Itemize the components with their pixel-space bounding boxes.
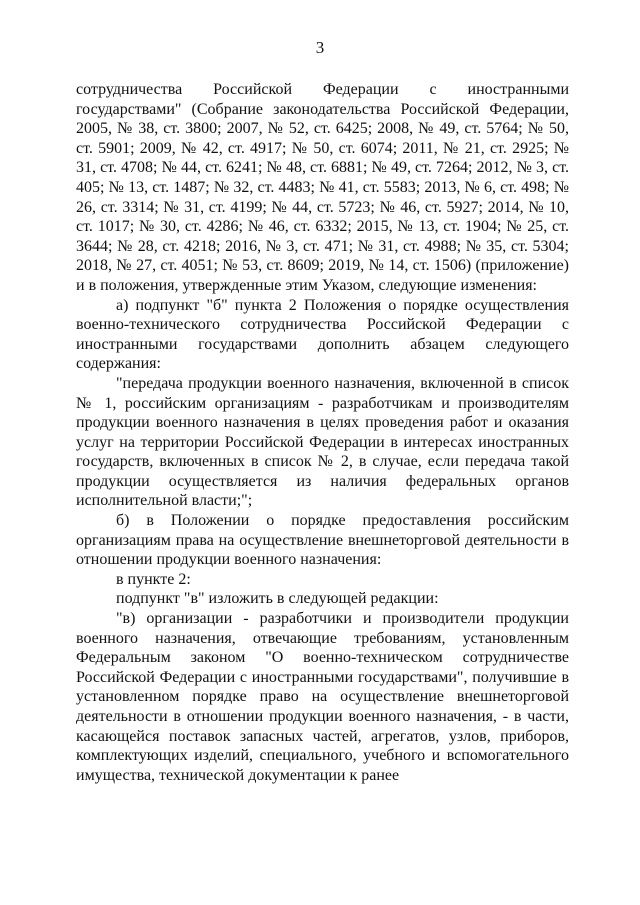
paragraph-subpoint-v-text: "в) организации - разработчики и производители продукции военного назначения, отвечающие требованиям, установленным Федеральным законом "О военно-техническом сотрудничестве Российской Федерации с иностранными государствами", получившие в установленном порядке право на осуществление внешнеторговой деятельности в отношении продукции военного назначения, - в части, касающейся поставок запасных частей, агрегатов, узлов, приборов, комплектующих изделий, специального, учебного и вспомогательного имущества, технической документации к ранее xyxy=(76,610,569,784)
paragraph-item-b: б) в Положении о порядке предоставления российским организациям права на осуществление внешнеторговой деятельности в отношении продукции военного назначения: xyxy=(76,512,569,569)
paragraph-subpoint-v-heading: подпункт "в" изложить в следующей редакции: xyxy=(116,590,439,608)
document-body xyxy=(76,80,569,785)
paragraph-item-a: а) подпункт "б" пункта 2 Положения о порядке осуществления военно-технического сотрудничества Российской Федерации с иностранными государствами дополнить абзацем следующего содержания: xyxy=(76,296,569,373)
paragraph-decree-amendments-intro: сотрудничества Российской Федерации с иностранными государствами" (Собрание законодательства Российской Федерации, 2005, № 38, ст. 3800; 2007, № 52, ст. 6425; 2008, № 49, ст. 5764; № 50, ст. 5901; 2009, № 42, ст. 4917; № 50, ст. 6074; 2011, № 21, ст. 2925; № 31, ст. 4708; № 44, ст. 6241; № 48, ст. 6881; № 49, ст. 7264; 2012, № 3, ст. 405; № 13, ст. 1487; № 32, ст. 4483; № 41, ст. 5583; 2013, № 6, ст. 498; № 26, ст. 3314; № 31, ст. 4199; № 44, ст. 5723; № 46, ст. 5927; 2014, № 10, ст. 1017; № 30, ст. 4286; № 46, ст. 6332; 2015, № 13, ст. 1904; № 25, ст. 3644; № 28, ст. 4218; 2016, № 3, ст. 471; № 31, ст. 4988; № 35, ст. 5304; 2018, № 27, ст. 4051; № 53, ст. 8609; 2019, № 14, ст. 1506) (приложение) и в положения, утвержденные этим Указом, следующие изменения: xyxy=(76,81,569,294)
paragraph-in-point-2: в пункте 2: xyxy=(116,570,191,588)
page-number: 3 xyxy=(315,38,325,57)
paragraph-item-a-quoted-text: "передача продукции военного назначения, включенной в список № 1, российским организациям - разработчикам и производителям продукции военного назначения в целях проведения работ и оказания услуг на территории Российской Федерации в интересах иностранных государств, включенных в список № 2, в случае, если передача такой продукции осуществляется из наличия федеральных органов исполнительной власти;"; xyxy=(76,374,569,510)
